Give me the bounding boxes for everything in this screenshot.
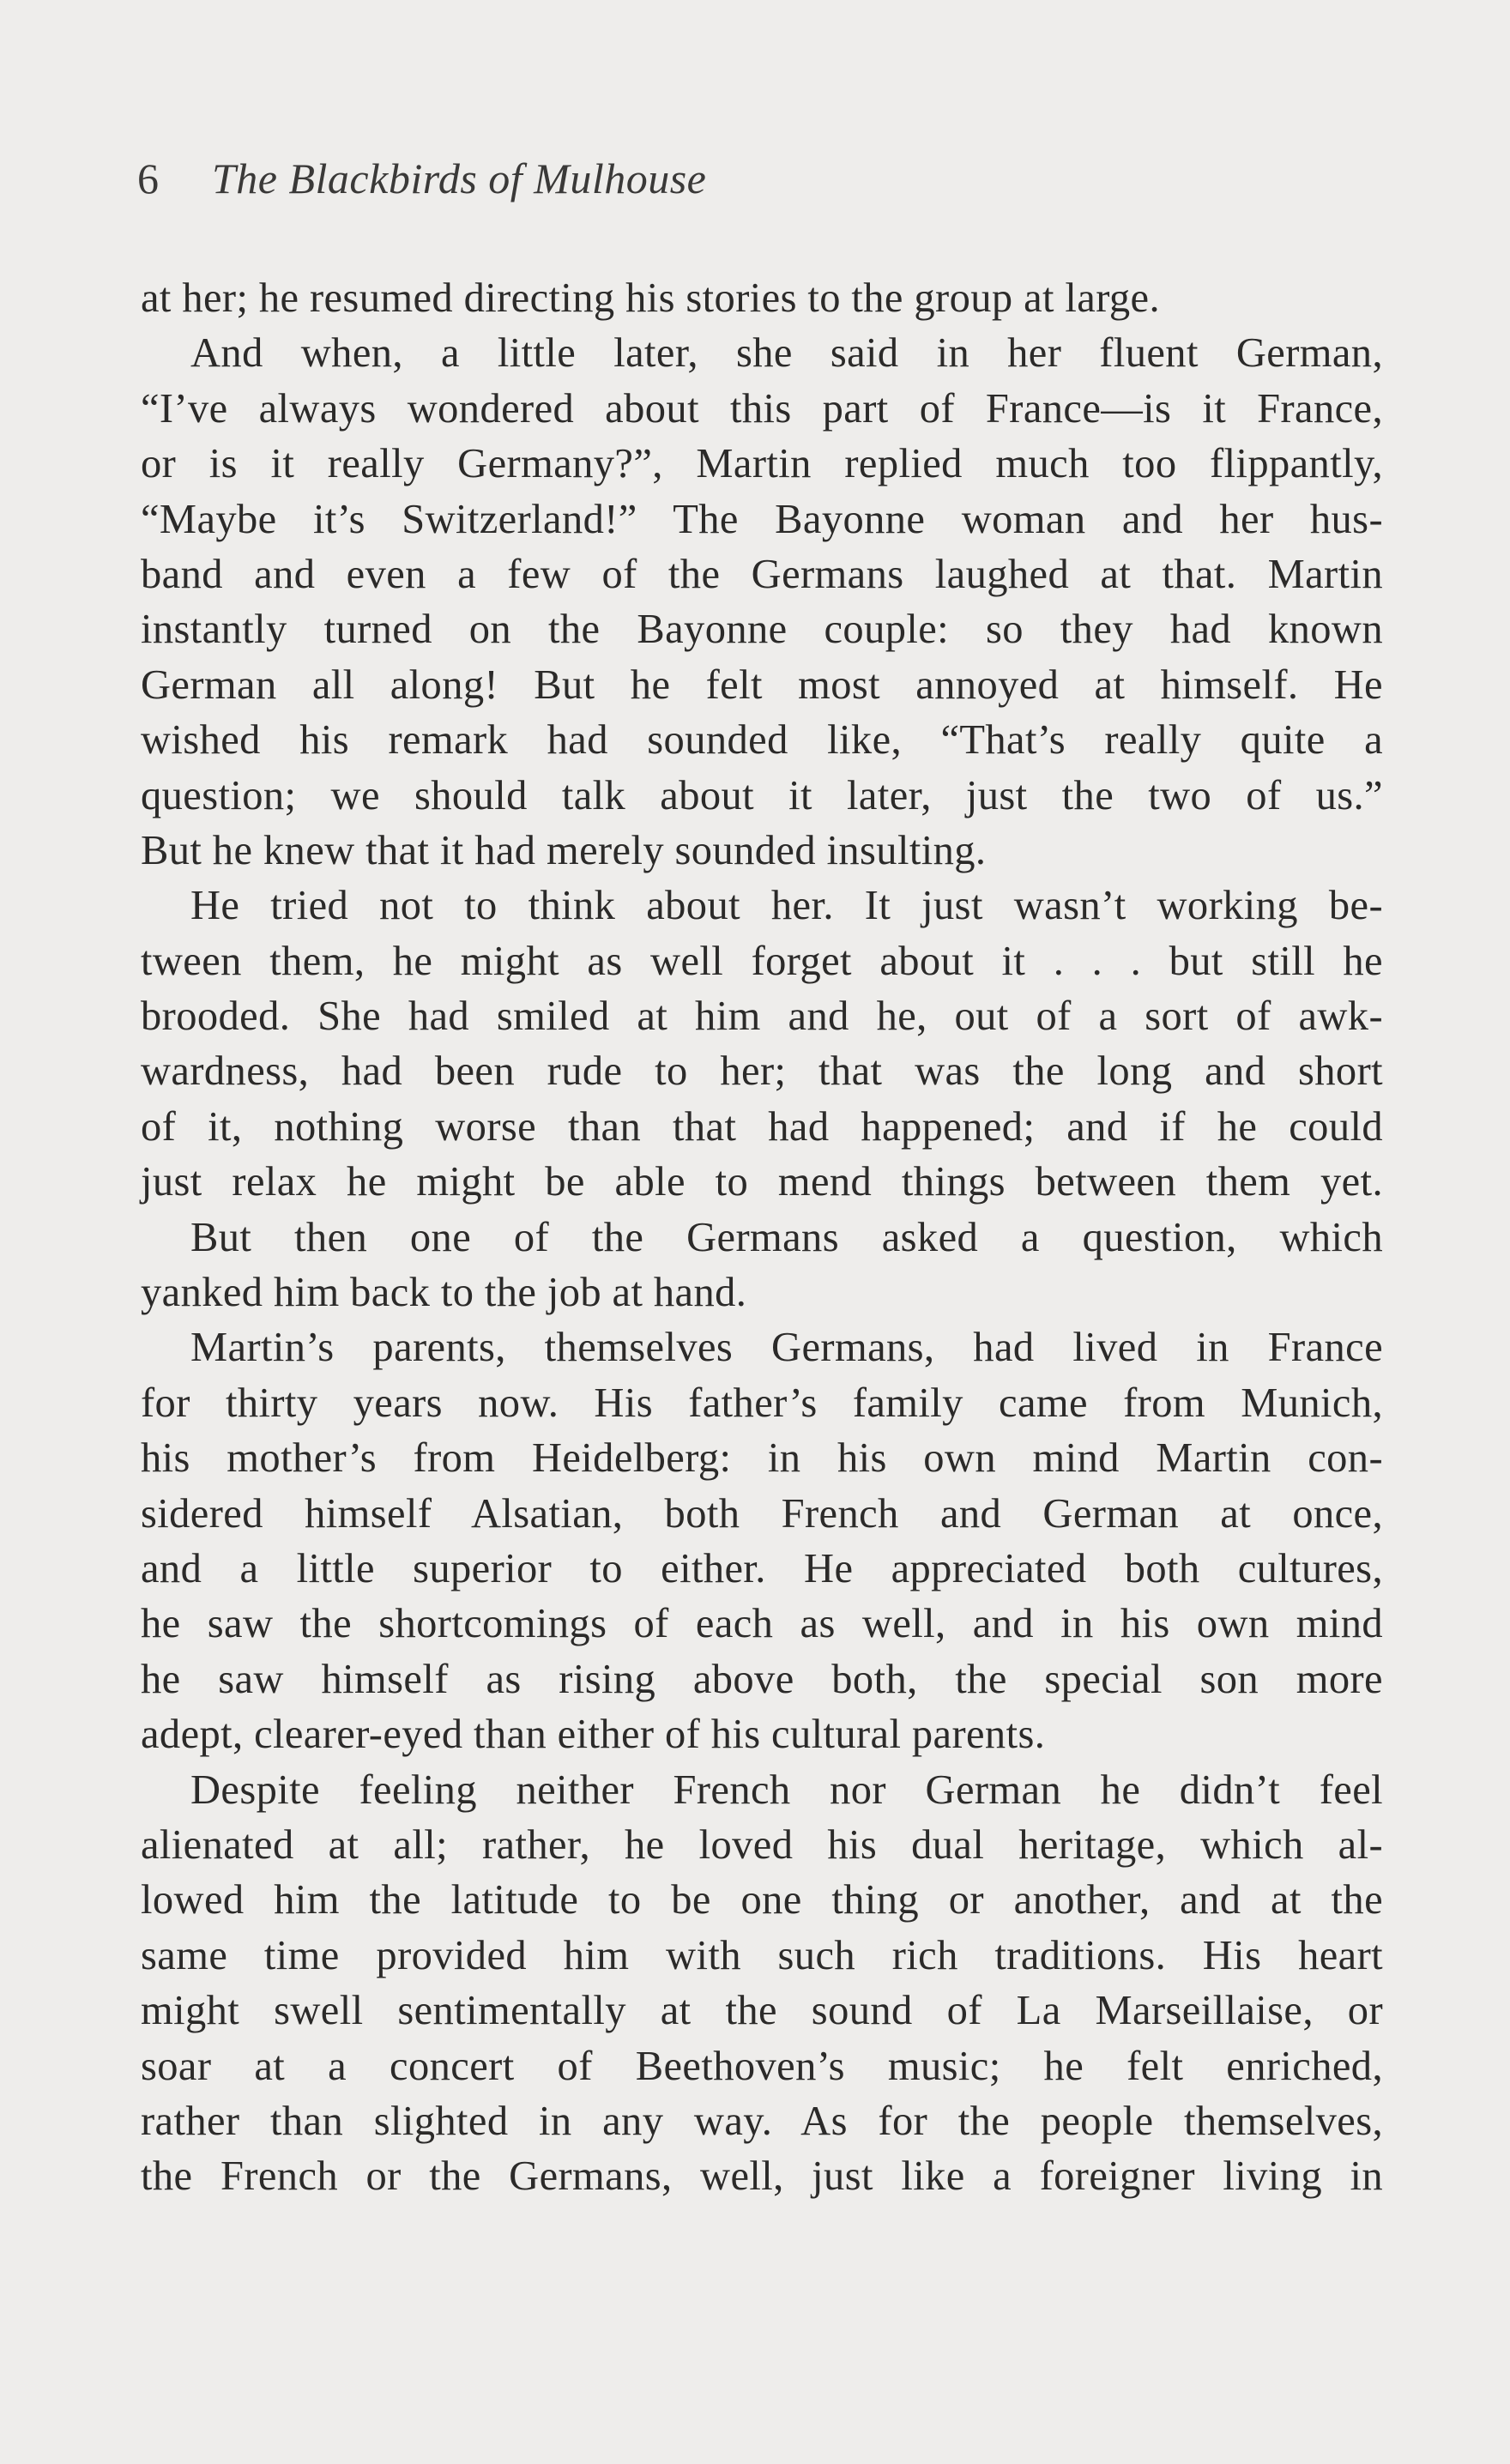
text-line: Despite feeling neither French nor German he didn’t feel (190, 1766, 1383, 1813)
text-line: he saw himself as rising above both, the special son more (141, 1656, 1383, 1702)
text-line: lowed him the latitude to be one thing or another, and at the (141, 1877, 1383, 1923)
text-line: He tried not to think about her. It just wasn’t working be- (190, 883, 1383, 929)
text-line: Martin’s parents, themselves Germans, had lived in France (190, 1325, 1383, 1371)
text-line: But he knew that it had merely sounded insulting. (141, 827, 987, 873)
text-line: wished his remark had sounded like, “That’s really quite a (141, 717, 1383, 764)
text-line: And when, a little later, she said in her fluent German, (190, 330, 1383, 377)
text-line: for thirty years now. His father’s family came from Munich, (141, 1380, 1383, 1426)
text-line: might swell sentimentally at the sound of La Marseillaise, or (141, 1988, 1383, 2034)
running-head (137, 153, 706, 204)
text-line: “I’ve always wondered about this part of France—is it France, (141, 385, 1383, 432)
text-line: brooded. She had smiled at him and he, out of a sort of awk- (141, 993, 1383, 1040)
text-line: same time provided him with such rich traditions. His heart (141, 1932, 1383, 1978)
text-line: tween them, he might as well forget about it . . . but still he (141, 938, 1383, 984)
body-text (141, 271, 1383, 2205)
text-line: “Maybe it’s Switzerland!” The Bayonne woman and her hus- (141, 496, 1383, 542)
text-line: adept, clearer-eyed than either of his cultural parents. (141, 1712, 1046, 1758)
text-line: he saw the shortcomings of each as well, and in his own mind (141, 1601, 1383, 1647)
text-line: his mother’s from Heidelberg: in his own mind Martin con- (141, 1435, 1383, 1482)
text-line: sidered himself Alsatian, both French and German at once, (141, 1490, 1383, 1537)
text-line: question; we should talk about it later, just the two of us.” (141, 772, 1383, 818)
text-line: German all along! But he felt most annoyed at himself. He (141, 661, 1383, 708)
text-line: wardness, had been rude to her; that was the long and short (141, 1048, 1383, 1095)
text-line: or is it really Germany?”, Martin replied much too flippantly, (141, 441, 1383, 487)
text-line: band and even a few of the Germans laughed at that. Martin (141, 551, 1383, 597)
text-line: rather than slighted in any way. As for the people themselves, (141, 2098, 1383, 2144)
book-title: The Blackbirds of Mulhouse (212, 154, 707, 202)
text-line: just relax he might be able to mend things between them yet. (141, 1159, 1383, 1205)
text-line: yanked him back to the job at hand. (141, 1270, 747, 1316)
text-line: instantly turned on the Bayonne couple: so they had known (141, 607, 1383, 653)
text-line: at her; he resumed directing his stories to the group at large. (141, 275, 1160, 321)
page-number: 6 (137, 154, 159, 202)
text-line: soar at a concert of Beethoven’s music; he felt enriched, (141, 2043, 1383, 2089)
text-line: of it, nothing worse than that had happened; and if he could (141, 1103, 1383, 1150)
text-line: the French or the Germans, well, just like a foreigner living in (141, 2153, 1383, 2200)
text-line: But then one of the Germans asked a question, which (190, 1214, 1383, 1260)
text-line: and a little superior to either. He appreciated both cultures, (141, 1545, 1383, 1591)
text-line: alienated at all; rather, he loved his dual heritage, which al- (141, 1821, 1383, 1868)
